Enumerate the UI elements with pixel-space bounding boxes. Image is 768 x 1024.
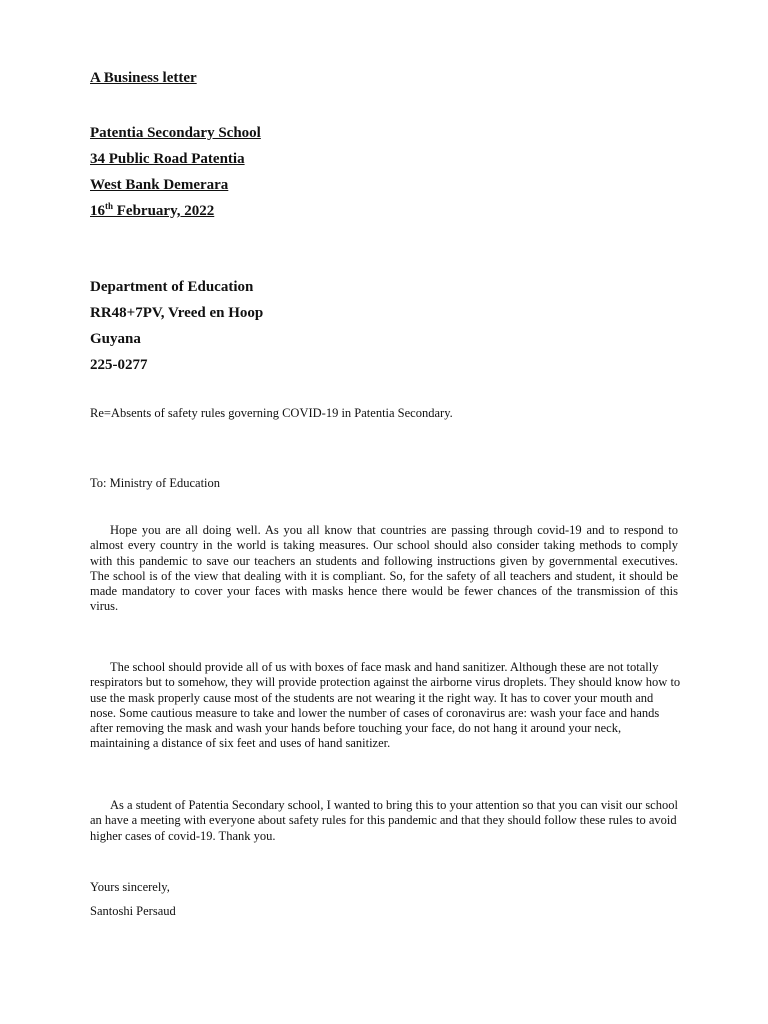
date-month-year: February, 2022: [113, 203, 215, 219]
body-paragraph-3: As a student of Patentia Secondary school, I wanted to bring this to your attention so that you can visit our school an have a meeting with everyone about safety rules for this pandemic and that they should follow these rules to avoid higher cases of covid-19. Thank you.: [90, 798, 678, 843]
recipient-address: [90, 274, 263, 378]
sender-school: Patentia Secondary School: [90, 125, 261, 141]
recipient-country: Guyana: [90, 331, 141, 347]
recipient-name: Department of Education: [90, 279, 254, 295]
sender-street: 34 Public Road Patentia: [90, 151, 245, 167]
date-suffix: th: [105, 201, 114, 211]
date-day: 16: [90, 203, 105, 219]
recipient-street: RR48+7PV, Vreed en Hoop: [90, 305, 264, 321]
subject-line: Re=Absents of safety rules governing COVID-19 in Patentia Secondary.: [90, 406, 453, 420]
closing-phrase: Yours sincerely,: [90, 880, 170, 894]
letter-heading: A Business letter: [90, 70, 197, 86]
sender-region: West Bank Demerara: [90, 177, 229, 193]
sender-address: [90, 120, 261, 224]
recipient-phone: 225-0277: [90, 357, 148, 373]
salutation: To: Ministry of Education: [90, 476, 221, 490]
body-paragraph-1: Hope you are all doing well. As you all know that countries are passing through covid-19 and to respond to almost every country in the world is taking measures. Our school should also consider taking methods to comply with this pandemic to save our teachers an students and following instructions given by governmental executives. The school is of the view that dealing with it is compliant. So, for the safety of all teachers and student, it should be made mandatory to cover your faces with masks hence there would be fewer chances of the transmission of this virus.: [90, 523, 678, 614]
signature-name: Santoshi Persaud: [90, 904, 176, 918]
letter-date: [90, 198, 261, 224]
closing-block: [90, 875, 176, 923]
body-paragraph-2: The school should provide all of us with boxes of face mask and hand sanitizer. Although these are not totally respirators but to somehow, they will provide protection against the airborne virus droplets. They should know how to use the mask properly cause most of the students are not wearing it the right way. It has to cover your mouth and nose. Some cautious measure to take and lower the number of cases of coronavirus are: wash your face and hands after removing the mask and wash your hands before touching your face, do not hang it around your neck, maintaining a distance of six feet and uses of hand sanitizer.: [90, 660, 681, 751]
